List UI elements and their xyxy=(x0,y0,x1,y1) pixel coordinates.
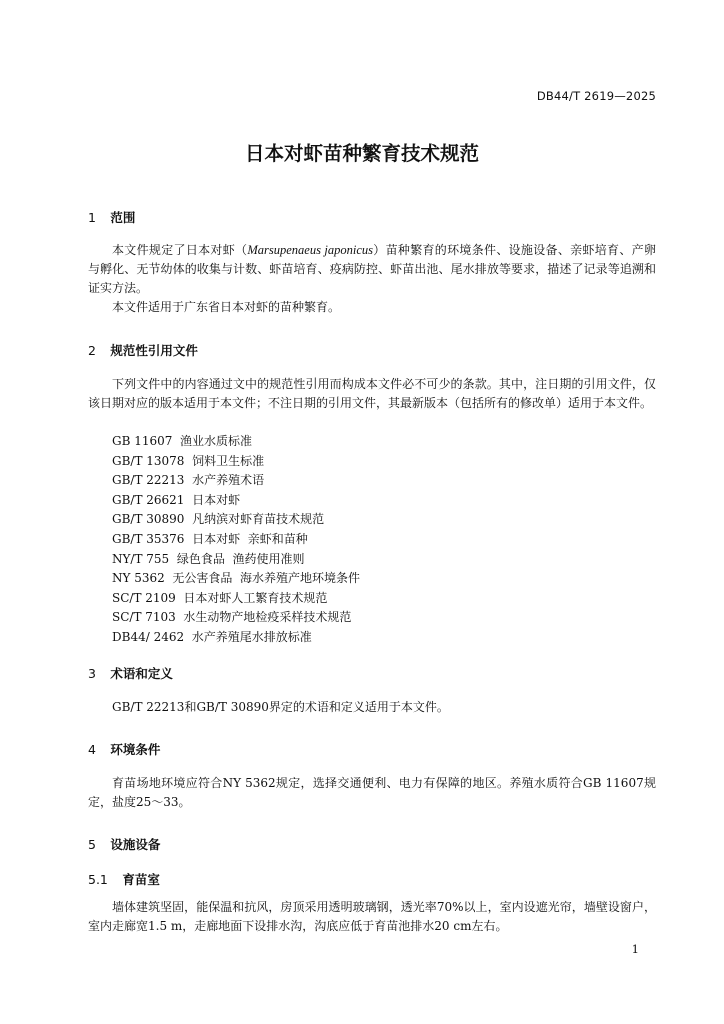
reference-item: GB/T 35376 日本对虾 亲虾和苗种 xyxy=(112,531,308,546)
document-title: 日本对虾苗种繁育技术规范 xyxy=(244,142,479,165)
section-5-1-heading xyxy=(88,870,160,888)
reference-item: SC/T 7103 水生动物产地检疫采样技术规范 xyxy=(112,610,352,625)
section-number: 4 xyxy=(88,742,96,757)
section-title: 规范性引用文件 xyxy=(110,343,198,358)
scope-paragraph-1: 本文件规定了日本对虾（Marsupenaeus japonicus）苗种繁育的环境条件、设施设备、亲虾培育、产卵与孵化、无节幼体的收集与计数、虾苗培育、疫病防控、虾苗出池、尾水排放等要求，描述了记录等追溯和证实方法。 xyxy=(88,243,656,295)
standard-code: DB44/T 2619—2025 xyxy=(536,89,656,103)
reference-item: GB/T 22213 水产养殖术语 xyxy=(112,473,265,488)
reference-item: SC/T 2109 日本对虾人工繁育技术规范 xyxy=(112,590,328,605)
section-number: 5 xyxy=(88,837,96,852)
reference-item: GB/T 26621 日本对虾 xyxy=(112,492,241,507)
section-number: 5.1 xyxy=(88,872,108,887)
section-5-heading xyxy=(88,835,160,853)
environment-paragraph: 育苗场地环境应符合NY 5362规定，选择交通便利、电力有保障的地区。养殖水质符合GB 11607规定，盐度25～33。 xyxy=(88,776,656,809)
section-title: 范围 xyxy=(110,210,136,225)
section-title: 环境条件 xyxy=(110,742,161,757)
reference-item: GB/T 30890 凡纳滨对虾育苗技术规范 xyxy=(112,512,325,527)
reference-item: DB44/ 2462 水产养殖尾水排放标准 xyxy=(112,629,312,644)
section-title: 育苗室 xyxy=(122,872,160,887)
reference-item: NY 5362 无公害食品 海水养殖产地环境条件 xyxy=(112,571,361,586)
reference-item: GB 11607 渔业水质标准 xyxy=(112,434,253,448)
normative-intro: 下列文件中的内容通过文中的规范性引用而构成本文件必不可少的条款。其中，注日期的引用文件，仅该日期对应的版本适用于本文件；不注日期的引用文件，其最新版本（包括所有的修改单）适用于本文件。 xyxy=(88,377,656,410)
latin-species-name: Marsupenaeus japonicus xyxy=(247,243,373,257)
scope-paragraph-2: 本文件适用于广东省日本对虾的苗种繁育。 xyxy=(112,300,341,314)
section-4-heading xyxy=(88,740,160,758)
section-3-heading xyxy=(88,664,173,682)
section-number: 1 xyxy=(88,210,96,225)
terms-paragraph: GB/T 22213和GB/T 30890界定的术语和定义适用于本文件。 xyxy=(112,700,449,714)
nursery-room-paragraph: 墙体建筑坚固，能保温和抗风，房顶采用透明玻璃钢，透光率70%以上，室内设遮光帘，墙壁设窗户，室内走廊宽1.5 m，走廊地面下设排水沟，沟底应低于育苗池排水20 cm左右。 xyxy=(88,900,656,933)
reference-item: GB/T 13078 饲料卫生标准 xyxy=(112,453,265,468)
section-title: 设施设备 xyxy=(110,837,161,852)
section-number: 2 xyxy=(88,343,96,358)
reference-item: NY/T 755 绿色食品 渔药使用准则 xyxy=(112,551,305,566)
section-title: 术语和定义 xyxy=(110,666,173,681)
page-number: 1 xyxy=(631,942,639,956)
section-2-heading xyxy=(88,341,198,359)
section-1-heading xyxy=(88,208,135,226)
section-number: 3 xyxy=(88,666,96,681)
reference-list xyxy=(112,432,360,648)
